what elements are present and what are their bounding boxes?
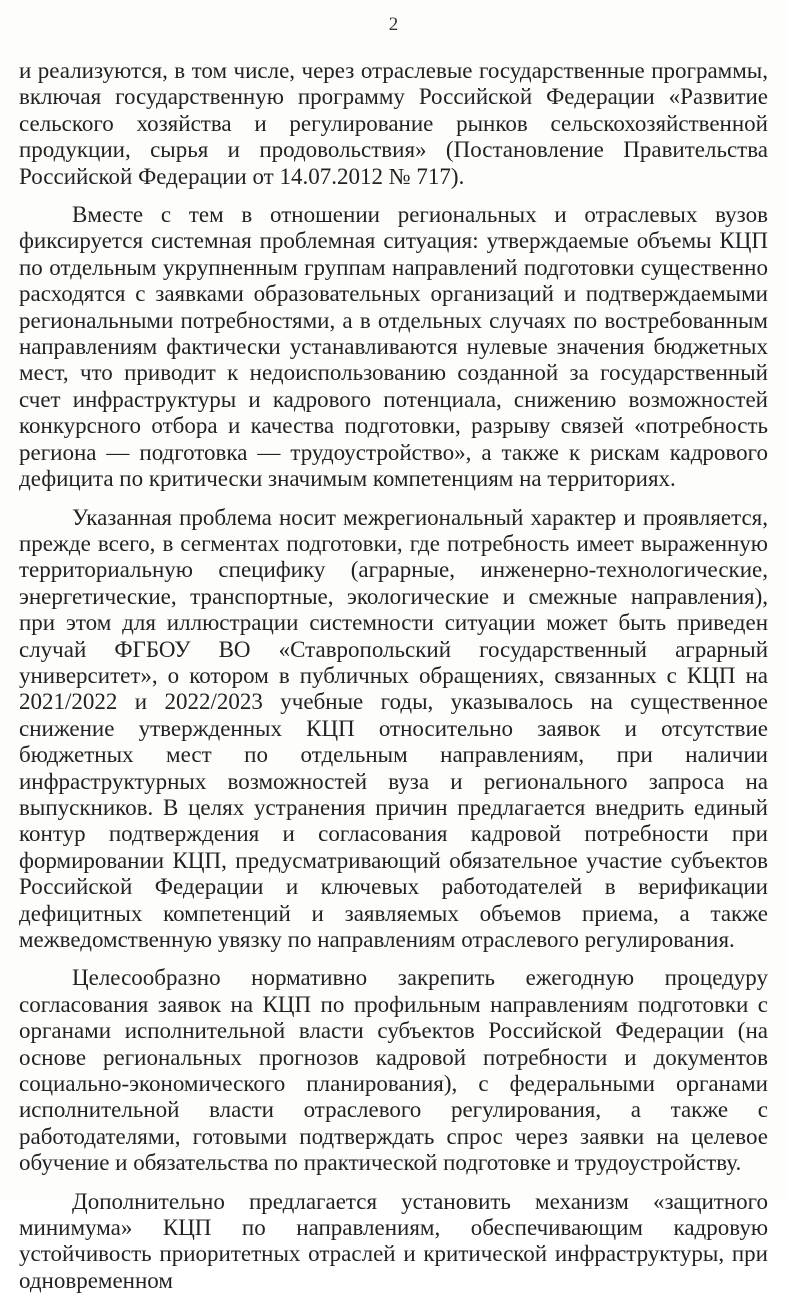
paragraph-2: Вместе с тем в отношении региональных и отраслевых вузов фиксируется системная проблемная ситуация: утверждаемые объемы КЦП по отдельным укрупненным группам направлений подготовки существенно расходятся с заявками образовательных организаций и подтверждаемыми региональными потребностями, а в отдельных случаях по востребованным направлениям фактически устанавливаются нулевые значения бюджетных мест, что приводит к недоиспользованию созданной за государственный счет инфраструктуры и кадрового потенциала, снижению возможностей конкурсного отбора и качества подготовки, разрыву связей «потребность региона — подготовка — трудоустройство», а также к рискам кадрового дефицита по критически значимым компетенциям на территориях. bbox=[19, 202, 768, 492]
paragraph-1: и реализуются, в том числе, через отраслевые государственные программы, включая государственную программу Российской Федерации «Развитие сельского хозяйства и регулирование рынков сельскохозяйственной продукции, сырья и продовольствия» (Постановление Правительства Российской Федерации от 14.07.2012 № 717). bbox=[19, 58, 768, 189]
paragraph-5: Дополнительно предлагается установить механизм «защитного минимума» КЦП по направлениям, обеспечивающим кадровую устойчивость приоритетных отраслей и критической инфраструктуры, при одновременном bbox=[19, 1188, 768, 1293]
paragraph-3: Указанная проблема носит межрегиональный характер и проявляется, прежде всего, в сегментах подготовки, где потребность имеет выраженную территориальную специфику (аграрные, инженерно-технологические, энергетические, транспортные, экологические и смежные направления), при этом для иллюстрации системности ситуации может быть приведен случай ФГБОУ ВО «Ставропольский государственный аграрный университет», о котором в публичных обращениях, связанных с КЦП на 2021/2022 и 2022/2023 учебные годы, указывалось на существенное снижение утвержденных КЦП относительно заявок и отсутствие бюджетных мест по отдельным направлениям, при наличии инфраструктурных возможностей вуза и регионального запроса на выпускников. В целях устранения причин предлагается внедрить единый контур подтверждения и согласования кадровой потребности при формировании КЦП, предусматривающий обязательное участие субъектов Российской Федерации и ключевых работодателей в верификации дефицитных компетенций и заявляемых объемов приема, а также межведомственную увязку по направлениям отраслевого регулирования. bbox=[19, 504, 768, 952]
page-number: 2 bbox=[388, 14, 399, 35]
paragraph-4: Целесообразно нормативно закрепить ежегодную процедуру согласования заявок на КЦП по профильным направлениям подготовки с органами исполнительной власти субъектов Российской Федерации (на основе региональных прогнозов кадровой потребности и документов социально-экономического планирования), с федеральными органами исполнительной власти отраслевого регулирования, а также с работодателями, готовыми подтверждать спрос через заявки на целевое обучение и обязательства по практической подготовке и трудоустройству. bbox=[19, 965, 768, 1176]
